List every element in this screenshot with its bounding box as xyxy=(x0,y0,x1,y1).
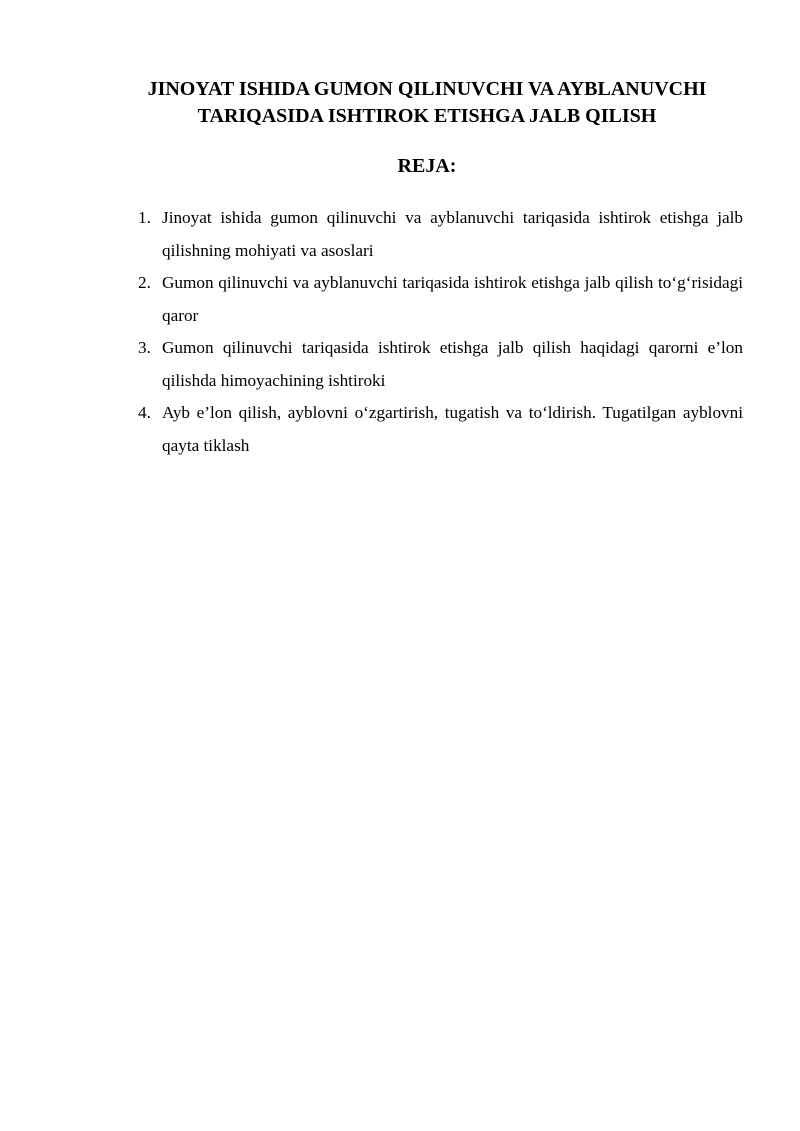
plan-item-number: 2. xyxy=(138,273,151,292)
document-title-line-2: TARIQASIDA ISHTIROK ETISHGA JALB QILISH xyxy=(197,105,657,127)
plan-item-number: 1. xyxy=(138,208,151,227)
plan-item-text: Gumon qilinuvchi tariqasida ishtirok etishga jalb qilish haqidagi qarorni e’lon qilishda himoyachining ishtiroki xyxy=(162,338,743,390)
plan-item-number: 3. xyxy=(138,338,151,357)
document-title xyxy=(100,76,754,130)
plan-list xyxy=(132,202,743,462)
plan-item-text: Gumon qilinuvchi va ayblanuvchi tariqasida ishtirok etishga jalb qilish to‘g‘risidagi qaror xyxy=(162,273,743,325)
plan-item-text: Jinoyat ishida gumon qilinuvchi va ayblanuvchi tariqasida ishtirok etishga jalb qilishning mohiyati va asoslari xyxy=(162,208,743,260)
plan-item-1 xyxy=(132,202,743,267)
plan-item-2 xyxy=(132,267,743,332)
plan-item-3 xyxy=(132,332,743,397)
document-title-line-1: JINOYAT ISHIDA GUMON QILINUVCHI VA AYBLANUVCHI xyxy=(147,78,707,100)
plan-item-text: Ayb e’lon qilish, ayblovni o‘zgartirish, tugatish va to‘ldirish. Tugatilgan ayblovni qayta tiklash xyxy=(162,403,743,455)
plan-item-4 xyxy=(132,397,743,462)
plan-heading: REJA: xyxy=(397,155,457,177)
plan-item-number: 4. xyxy=(138,403,151,422)
